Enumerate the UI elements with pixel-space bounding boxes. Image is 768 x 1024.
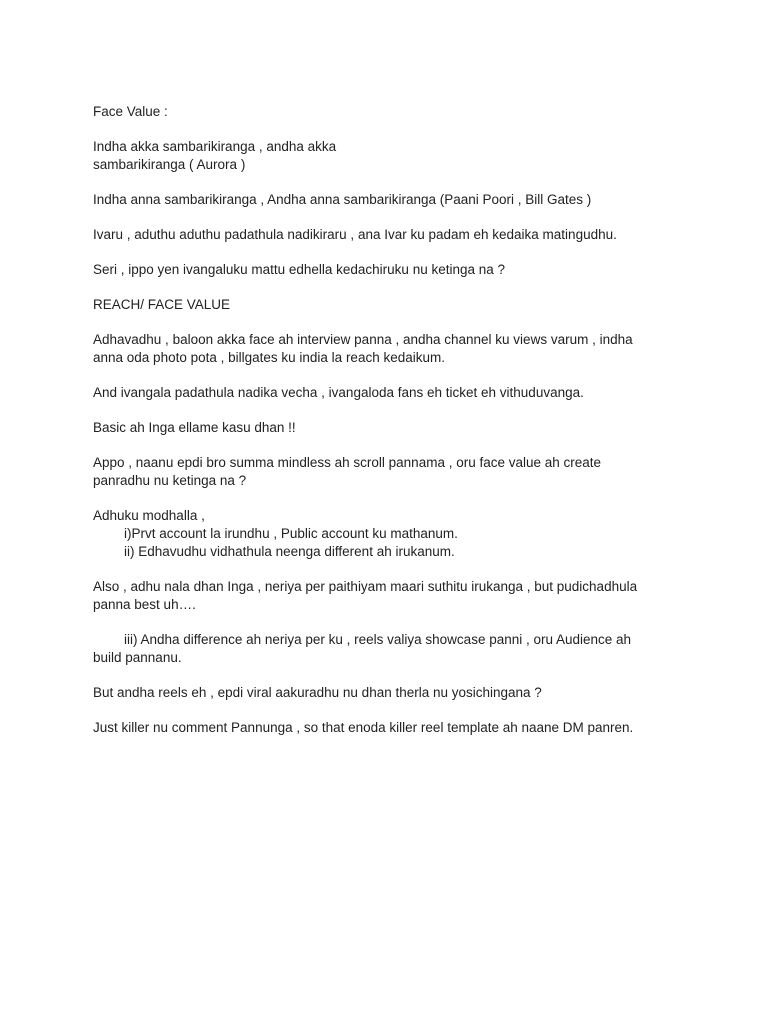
paragraph-adhavadhu [93, 331, 683, 367]
document-body [93, 103, 683, 737]
paragraph-line: Just killer nu comment Pannunga , so that enoda killer reel template ah naane DM panren. [93, 720, 634, 735]
paragraph-line: anna oda photo pota , billgates ku india la reach kedaikum. [93, 350, 445, 365]
paragraph-line: panna best uh…. [93, 597, 196, 612]
paragraph-killer [93, 719, 683, 737]
paragraph-line: Also , adhu nala dhan Inga , neriya per paithiyam maari suthitu irukanga , but pudichadhula [93, 579, 638, 594]
paragraph-ivaru [93, 226, 683, 244]
paragraph-viral [93, 684, 683, 702]
paragraph-line: Indha anna sambarikiranga , Andha anna sambarikiranga (Paani Poori , Bill Gates ) [93, 192, 592, 207]
paragraph-bill-gates [93, 191, 683, 209]
paragraph-line: And ivangala padathula nadika vecha , ivangaloda fans eh ticket eh vithuduvanga. [93, 385, 584, 400]
document-heading: Face Value : [93, 104, 168, 119]
paragraph-also [93, 578, 683, 614]
paragraph-line: Adhavadhu , baloon akka face ah interview panna , andha channel ku views varum , indha [93, 332, 633, 347]
paragraph-fans [93, 384, 683, 402]
paragraph-line: Indha akka sambarikiranga , andha akka [93, 139, 337, 154]
paragraph-line: build pannanu. [93, 650, 182, 665]
paragraph-question [93, 261, 683, 279]
paragraph-aurora [93, 138, 683, 174]
paragraph-reach [93, 296, 683, 314]
paragraph-difference [93, 631, 683, 667]
list-item: i)Prvt account la irundhu , Public account ku mathanum. [124, 526, 458, 541]
paragraph-line: Adhuku modhalla , [93, 508, 205, 523]
paragraph-line: panradhu nu ketinga na ? [93, 473, 247, 488]
paragraph-line: But andha reels eh , epdi viral aakuradhu nu dhan therla nu yosichingana ? [93, 685, 542, 700]
paragraph-line: Appo , naanu epdi bro summa mindless ah scroll pannama , oru face value ah create [93, 455, 602, 470]
paragraph-line: sambarikiranga ( Aurora ) [93, 157, 246, 172]
paragraph-kasu [93, 419, 683, 437]
paragraph-adhuku [93, 507, 683, 561]
paragraph-line: REACH/ FACE VALUE [93, 297, 231, 312]
list-item: ii) Edhavudhu vidhathula neenga different ah irukanum. [124, 544, 455, 559]
paragraph-line: Basic ah Inga ellame kasu dhan !! [93, 420, 296, 435]
list-item: iii) Andha difference ah neriya per ku , reels valiya showcase panni , oru Audience ah [124, 632, 632, 647]
paragraph-appo [93, 454, 683, 490]
paragraph-line: Seri , ippo yen ivangaluku mattu edhella kedachiruku nu ketinga na ? [93, 262, 506, 277]
paragraph-line: Ivaru , aduthu aduthu padathula nadikiraru , ana Ivar ku padam eh kedaika matingudhu. [93, 227, 617, 242]
